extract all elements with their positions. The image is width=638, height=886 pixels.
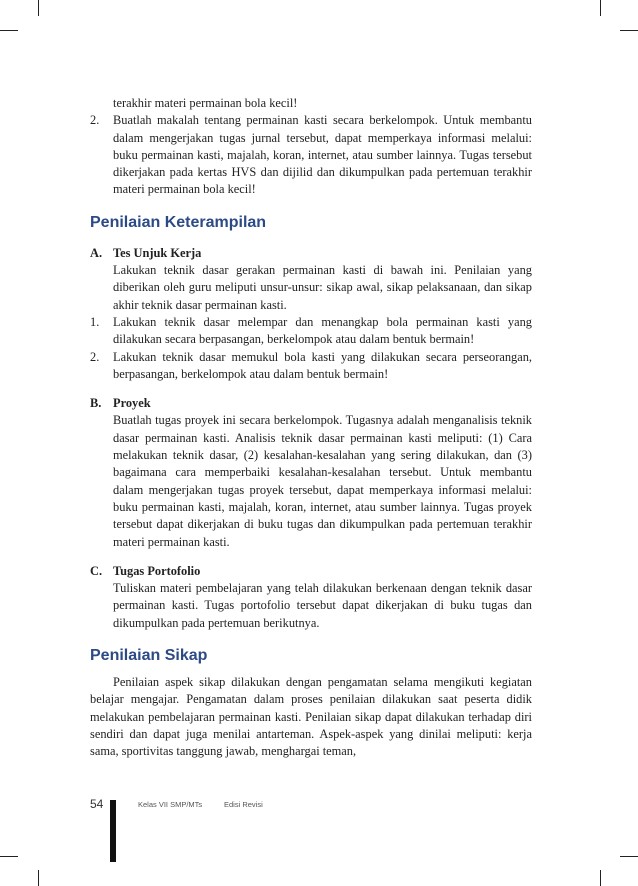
footer-book: Kelas VII SMP/MTs (138, 800, 203, 809)
crop-mark (0, 30, 18, 31)
subsection-marker: A. (90, 245, 103, 260)
section-heading: Penilaian Sikap (90, 647, 208, 665)
crop-mark (600, 0, 601, 16)
subsection-title (90, 395, 532, 412)
list-item (90, 314, 532, 349)
page-number: 54 (90, 797, 104, 811)
crop-mark (38, 0, 39, 16)
list-item-text: Buatlah makalah tentang permainan kasti secara berkelompok. Untuk membantu dalam mengerjakan tugas jurnal tersebut, dapat memperkaya informasi melalui: buku permainan kasti, majalah, koran, internet, atau sumber lainnya. Tugas tersebut dikerjakan pada kertas HVS dan dijilid dan dikumpulkan pada pertemuan terakhir materi permainan bola kecil! (113, 113, 532, 197)
subsection-title-text: Proyek (113, 396, 151, 411)
paragraph: Tuliskan materi pembelajaran yang telah dilakukan berkenaan dengan teknik dasar permainan kasti. Tugas portofolio tersebut dapat dikerjakan di buku tugas dan dikumpulkan pada pertemuan berikutnya. (113, 581, 532, 630)
footer-edition: Edisi Revisi (224, 800, 263, 809)
subsection-marker: B. (90, 396, 102, 411)
continued-text: terakhir materi permainan bola kecil! (113, 96, 298, 110)
page-footer (90, 795, 390, 815)
list-item (90, 349, 532, 384)
crop-mark (620, 30, 638, 31)
paragraph: Buatlah tugas proyek ini secara berkelompok. Tugasnya adalah menganalisis teknik dasar permainan kasti. Analisis teknik dasar permainan kasti meliputi: (1) Cara melakukan teknik dasar, (2) kesalahan-kesalahan yang sering dilakukan, dan (3) bagaimana cara memperbaiki kesalahan-kesalahan tersebut. Untuk membantu dalam mengerjakan tugas proyek tersebut, dapat memperkaya informasi melalui: buku permainan kasti, majalah, koran, internet, atau sumber lainnya. Tugas proyek tersebut dapat dikerjakan di buku tugas dan dikumpulkan pada pertemuan terakhir materi permainan kasti. (113, 413, 532, 549)
subsection-title-text: Tugas Portofolio (113, 563, 201, 578)
crop-mark (0, 856, 18, 857)
subsection-title (90, 245, 532, 262)
crop-mark (600, 870, 601, 886)
paragraph: Penilaian aspek sikap dilakukan dengan pengamatan selama mengikuti kegiatan belajar mengajar. Pengamatan dalam proses penilaian dilakukan saat peserta didik melakukan pembelajaran permainan kasti. Penilaian sikap dapat dilakukan terhadap diri sendiri dan dapat juga menilai antarteman. Aspek-aspek yang dinilai meliputi: kerja sama, sportivitas tanggung jawab, menghargai teman, (90, 675, 532, 759)
list-marker: 2. (90, 113, 100, 128)
paragraph: Lakukan teknik dasar gerakan permainan kasti di bawah ini. Penilaian yang diberikan oleh guru meliputi unsur-unsur: sikap awal, sikap pelaksanaan, dan sikap akhir teknik dasar permainan kasti. (113, 263, 532, 312)
subsection-title-text: Tes Unjuk Kerja (113, 245, 202, 260)
section-heading: Penilaian Keterampilan (90, 213, 267, 231)
list-item (90, 112, 532, 198)
list-item-text: Lakukan teknik dasar melempar dan menangkap bola permainan kasti yang dilakukan secara berpasangan, berkelompok atau dalam bentuk bermain! (113, 314, 532, 347)
list-item-text: Lakukan teknik dasar memukul bola kasti yang dilakukan secara perseorangan, berpasangan, berkelompok atau dalam bentuk bermain! (113, 349, 532, 381)
crop-mark (620, 856, 638, 857)
list-marker: 1. (90, 314, 100, 329)
footer-bar (110, 800, 116, 862)
list-marker: 2. (90, 349, 100, 364)
page-content (90, 95, 532, 761)
subsection-title (90, 563, 532, 580)
subsection-marker: C. (90, 563, 103, 578)
crop-mark (38, 870, 39, 886)
